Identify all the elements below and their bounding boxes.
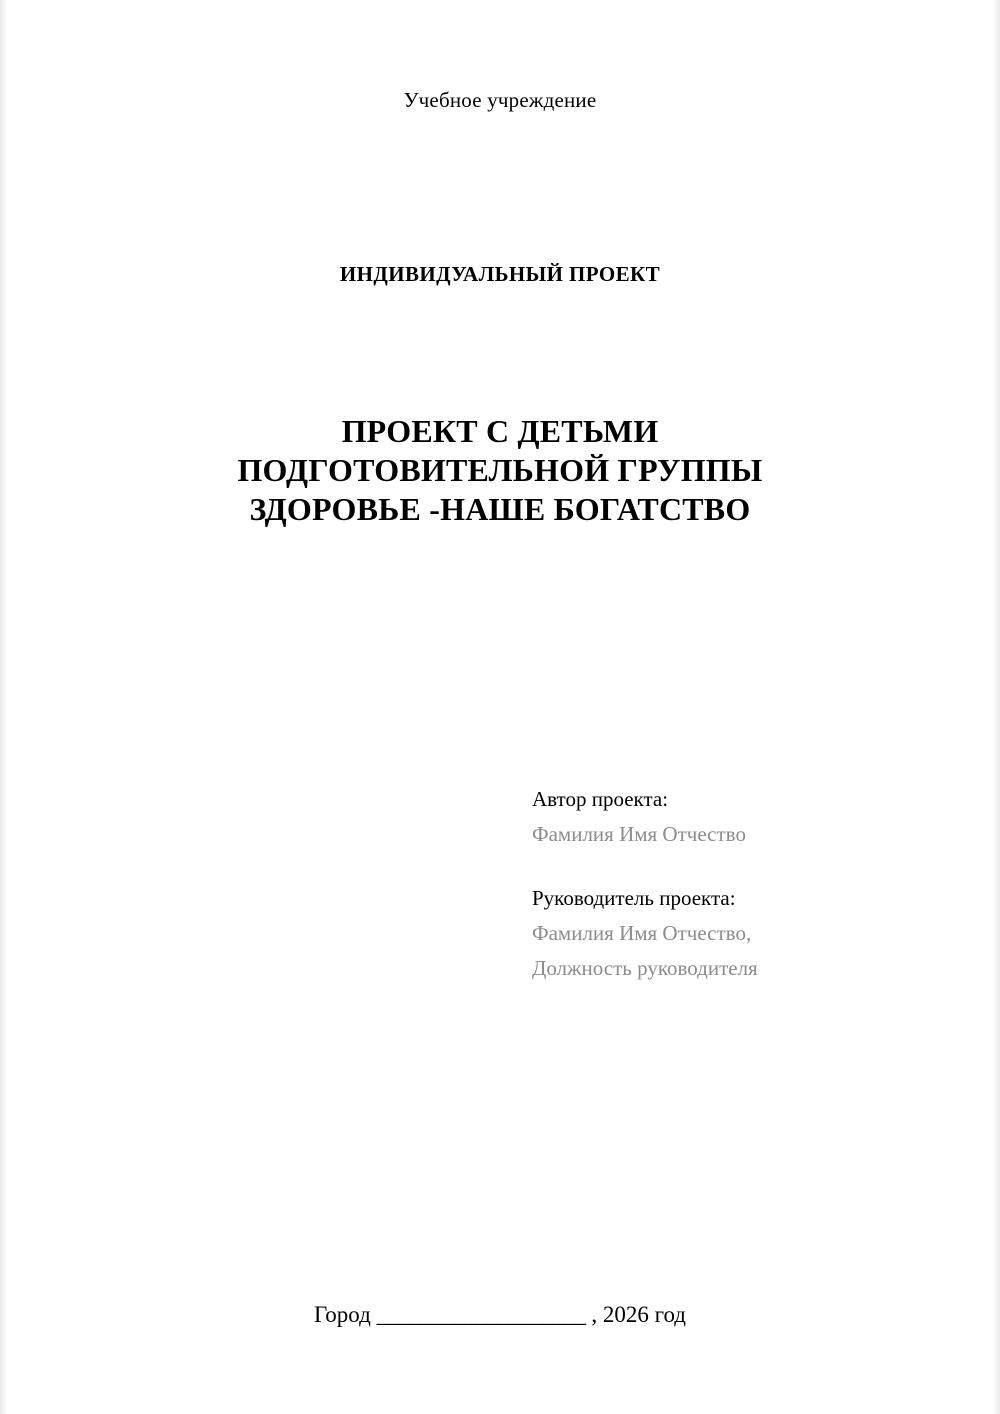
author-value: Фамилия Имя Отчество	[532, 822, 746, 847]
city-label: Город	[314, 1302, 371, 1327]
year-text: , 2026 год	[591, 1302, 686, 1327]
author-label: Автор проекта:	[532, 787, 669, 811]
project-title-line-1: ПРОЕКТ С ДЕТЬМИ	[341, 413, 659, 449]
credits-block	[532, 782, 932, 986]
project-title-line-2: ПОДГОТОВИТЕЛЬНОЙ ГРУППЫ	[237, 452, 763, 489]
project-title	[0, 412, 1000, 529]
city-year-footer	[0, 1302, 1000, 1328]
city-blank-line: ___________________	[376, 1302, 586, 1327]
project-kind-heading: ИНДИВИДУАЛЬНЫЙ ПРОЕКТ	[339, 262, 661, 286]
project-title-line-3: ЗДОРОВЬЕ -НАШЕ БОГАТСТВО	[249, 491, 751, 528]
supervisor-block	[532, 881, 932, 987]
supervisor-label: Руководитель проекта:	[532, 885, 736, 910]
supervisor-value-line-1: Фамилия Имя Отчество,	[532, 920, 752, 945]
institution-name: Учебное учреждение	[403, 88, 597, 112]
author-block	[532, 782, 932, 853]
supervisor-value-line-2: Должность руководителя	[532, 956, 758, 981]
